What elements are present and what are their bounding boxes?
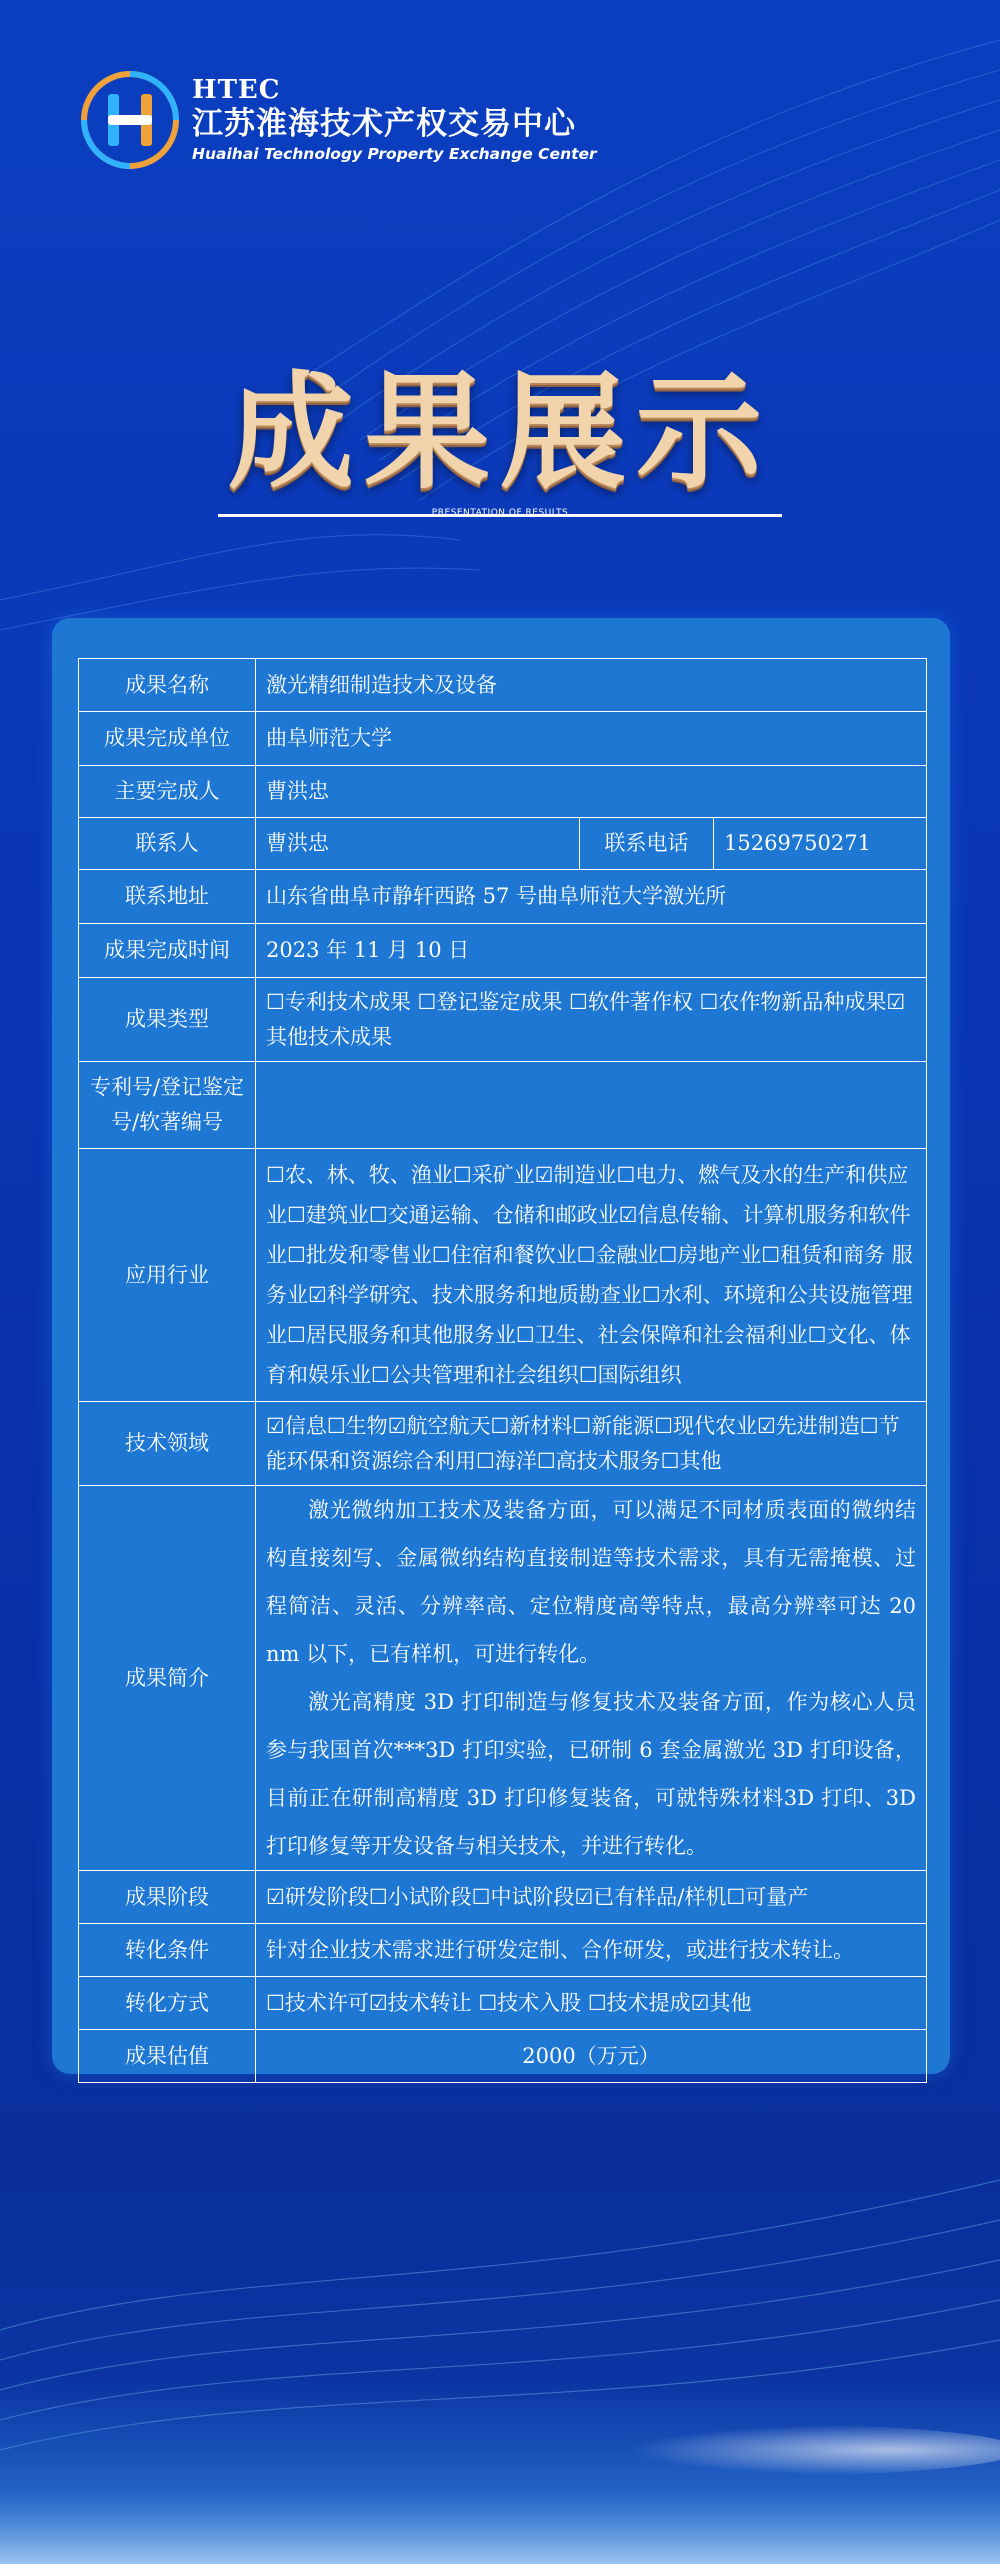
row-value: 15269750271 [714, 818, 927, 870]
page-title: 成果展示 [228, 358, 772, 506]
row-value [256, 1062, 927, 1149]
row-label: 成果类型 [79, 978, 256, 1062]
row-value: 曲阜师范大学 [256, 712, 927, 766]
brief-paragraph: 激光高精度 3D 打印制造与修复技术及装备方面，作为核心人员参与我国首次***3D 打印实验，已研制 6 套金属激光 3D 打印设备，目前正在研制高精度 3D 打印修复装备，可就特殊材料3D 打印、3D 打印修复等开发设备与相关技术，并进行转化。 [266, 1690, 916, 1858]
row-value: 针对企业技术需求进行研发定制、合作研发，或进行技术转让。 [256, 1924, 927, 1977]
table-row [79, 978, 927, 1062]
table-row [79, 818, 927, 870]
table-row [79, 1402, 927, 1486]
row-label: 应用行业 [79, 1149, 256, 1402]
row-label: 成果完成单位 [79, 712, 256, 766]
row-label: 转化方式 [79, 1977, 256, 2030]
row-value: ☐技术许可☑技术转让 ☐技术入股 ☐技术提成☑其他 [256, 1977, 927, 2030]
logo-chinese-name: 江苏淮海技术产权交易中心 [192, 106, 576, 142]
table-row [79, 1871, 927, 1924]
table-row [79, 924, 927, 978]
row-value: ☐专利技术成果 ☐登记鉴定成果 ☐软件著作权 ☐农作物新品种成果☑其他技术成果 [256, 978, 927, 1062]
row-label: 技术领域 [79, 1402, 256, 1486]
table-row [79, 870, 927, 924]
row-value: 曹洪忠 [256, 766, 927, 818]
row-value: 2000（万元） [256, 2030, 927, 2083]
table-row [79, 1149, 927, 1402]
row-label: 转化条件 [79, 1924, 256, 1977]
header-logo [80, 70, 597, 170]
row-value: 激光精细制造技术及设备 [256, 659, 927, 712]
achievement-table [78, 658, 927, 2083]
row-label: 成果简介 [79, 1486, 256, 1871]
row-label: 联系人 [79, 818, 256, 870]
brief-paragraph: 激光微纳加工技术及装备方面，可以满足不同材质表面的微纳结构直接刻写、金属微纳结构直接制造等技术需求，具有无需掩模、过程简洁、灵活、分辨率高、定位精度高等特点，最高分辨率可达 20 nm 以下，已有样机，可进行转化。 [266, 1498, 916, 1666]
row-value: 曹洪忠 [256, 818, 580, 870]
row-label: 成果阶段 [79, 1871, 256, 1924]
row-label: 专利号/登记鉴定号/软著编号 [79, 1062, 256, 1149]
row-label: 成果完成时间 [79, 924, 256, 978]
row-label: 联系电话 [580, 818, 714, 870]
row-value: ☑研发阶段☐小试阶段☐中试阶段☑已有样品/样机☐可量产 [256, 1871, 927, 1924]
row-label: 成果估值 [79, 2030, 256, 2083]
table-row [79, 1977, 927, 2030]
table-row [79, 2030, 927, 2083]
logo-english-name: Huaihai Technology Property Exchange Center [192, 145, 597, 163]
row-value: ☑信息☐生物☑航空航天☐新材料☐新能源☐现代农业☑先进制造☐节能环保和资源综合利用☐海洋☐高技术服务☐其他 [256, 1402, 927, 1486]
row-value: 2023 年 11 月 10 日 [256, 924, 927, 978]
logo-abbreviation: HTEC [192, 75, 281, 105]
row-value: ☐农、林、牧、渔业☐采矿业☑制造业☐电力、燃气及水的生产和供应业☐建筑业☐交通运输、仓储和邮政业☑信息传输、计算机服务和软件业☐批发和零售业☐住宿和餐饮业☐金融业☐房地产业☐租赁和商务 服务业☑科学研究、技术服务和地质勘查业☐水利、环境和公共设施管理业☐居民服务和其他服务业☐卫生、社会保障和社会福利业☐文化、体育和娱乐业☐公共管理和社会组织☐国际组织 [256, 1149, 927, 1402]
row-label: 成果名称 [79, 659, 256, 712]
row-value [256, 1486, 927, 1871]
row-label: 联系地址 [79, 870, 256, 924]
row-value: 山东省曲阜市静轩西路 57 号曲阜师范大学激光所 [256, 870, 927, 924]
htec-logo-icon [80, 70, 180, 170]
row-label: 主要完成人 [79, 766, 256, 818]
table-row [79, 1924, 927, 1977]
table-row [79, 712, 927, 766]
table-row [79, 1486, 927, 1871]
table-row [79, 766, 927, 818]
page-subtitle: PRESENTATION OF RESULTS [431, 508, 569, 518]
table-row [79, 1062, 927, 1149]
table-row [79, 659, 927, 712]
